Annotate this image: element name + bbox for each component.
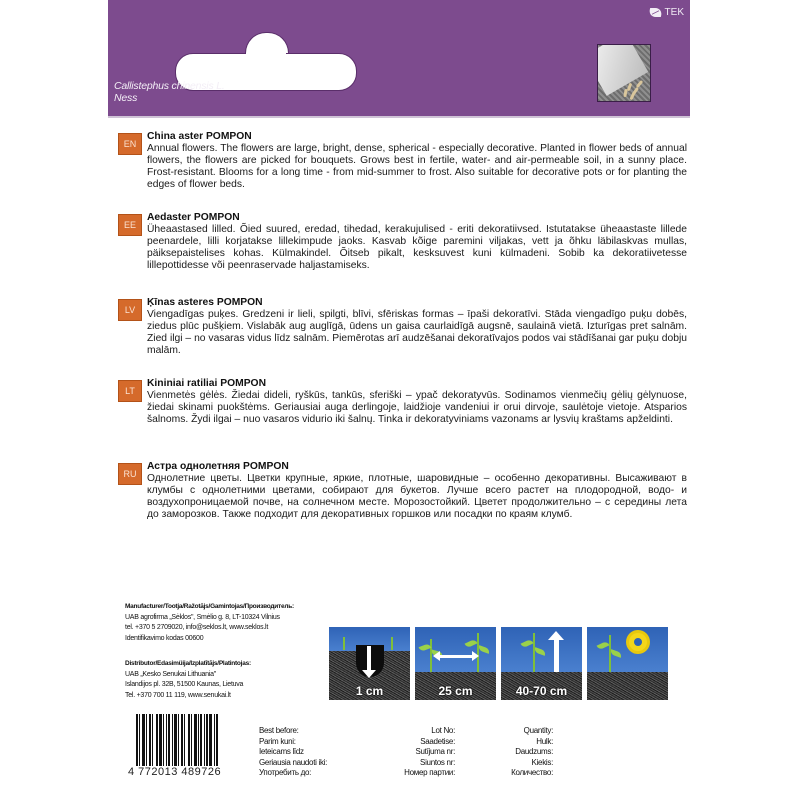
planting-icons xyxy=(329,627,668,700)
plant-spacing-icon: 25 cm xyxy=(415,627,496,700)
section-body: Однолетние цветы. Цветки крупные, яркие, плотные, шаровидные – особенно декоративны. Высаживают в клумбы с однолетними цветами, собирают для букетов. Лучше всего растет на плодородной, водо- и воздухопроницаемой почве, на солнечном месте. Морозостойкий. Цветет продолжительно – с середины лета до заморозков. Также подходит для декоративных горшков или посадки по краям клумб. xyxy=(147,473,687,520)
lang-badge-lv: LV xyxy=(118,299,142,321)
section-title: Ķīnas asteres POMPON xyxy=(147,297,263,308)
lang-badge-ee: EE xyxy=(118,214,142,236)
arrow-down-icon xyxy=(367,646,371,672)
arrow-horizontal-icon xyxy=(439,655,473,658)
section-title: Kininiai ratiliai POMPON xyxy=(147,378,267,389)
arrow-up-icon xyxy=(554,639,559,672)
lang-badge-lt: LT xyxy=(118,380,142,402)
plant-height-icon: 40-70 cm xyxy=(501,627,582,700)
barcode-number: 4 772013 489726 xyxy=(128,766,222,778)
leaf-icon xyxy=(647,8,662,17)
brand-logo xyxy=(649,7,684,18)
best-before-labels: Best before: Parim kuni: Ieteicams līdz Geriausia naudoti iki: Употребить до: xyxy=(259,726,328,777)
seed-packet-back xyxy=(108,0,690,800)
lot-number-labels: Lot No: Saadetise: Sutījuma nr: Siuntos nr: Номер партии: xyxy=(404,726,455,777)
section-body: Vienmetės gėlės. Žiedai dideli, ryškūs, tankūs, sferiški – ypač dekoratyvūs. Sodinamos vienmečių gėlių gėlynuose, žiedai skinami puokštėms. Geriausiai auga derlingoje, laidžioje vandeniui ir orui dirvoje, saulėtoje vietoje. Atsparios šalnoms. Žydi ilgai – nuo vasaros vidurio iki šalnų. Tinka ir dekoratyviniams vazonams ar lysvių kraštams apželdinti. xyxy=(147,390,687,425)
seed-packet-pouring-seeds-image xyxy=(597,44,651,102)
barcode xyxy=(128,714,228,778)
manufacturer-info: Manufacturer/Tootja/Ražotājs/Gamintojas/Производитель: UAB agrofirma „Sėklos", Smėlio g. 8, LT-10324 Vilnius tel. +370 5 2709020, info@seklos.lt, www.seklos.lt Identifikavimo kodas 00600 xyxy=(125,603,294,642)
header-divider xyxy=(108,116,690,118)
section-title: Aedaster POMPON xyxy=(147,212,240,223)
lang-badge-ru: RU xyxy=(118,463,142,485)
sun-icon xyxy=(629,633,647,651)
distributor-info: Distributor/Edasimüija/Izplatītājs/Platintojas: UAB „Kesko Senukai Lithuania" Islandijos pl. 32B, 51500 Kaunas, Lietuva Tel. +370 700 11 119, www.senukai.lt xyxy=(125,660,251,699)
section-body: Üheaastased lilled. Õied suured, eredad, tihedad, kerakujulised - eriti dekoratiivsed. Istutatakse üheaastaste lillede peenardele, lilli korjatakse lillekimpude jaoks. Kasvab kõige paremini viljakas, vett ja õhku läbilaskvas mullas, päiksepaistelises kohas. Külmakindel. Õitseb pikalt, kesksuvest kuni külmadeni. Sobib ka dekoratiivetesse lillepottidesse või peenraservade haljastamiseks. xyxy=(147,224,687,271)
section-title: Астра однолетняя POMPON xyxy=(147,461,289,472)
quantity-labels: Quantity: Hulk: Daudzums: Kiekis: Количество: xyxy=(511,726,553,777)
section-title: China aster POMPON xyxy=(147,131,252,142)
packet-header xyxy=(108,0,690,116)
lang-badge-en: EN xyxy=(118,133,142,155)
section-body: Annual flowers. The flowers are large, bright, dense, spherical - especially decorative. Planted in flower beds of annual flowers, the flowers are picked for bouquets. Grows best in fertile, water- and air-permeable soil, in a sunny place. Frost-resistant. Blooms for a long time - from mid-summer to frost. Also suitable for decorative pots or for planting the edges of flower beds. xyxy=(147,143,687,190)
brand-name: TEK xyxy=(664,7,684,18)
sunny-location-icon xyxy=(587,627,668,700)
section-body: Viengadīgas puķes. Gredzeni ir lieli, spilgti, blīvi, sfēriskas formas – īpaši dekoratīvi. Stāda viengadīgo puķu dobēs, ziedus plūc pušķiem. Vislabāk aug auglīgā, ūdens un gaisa caurlaidīgā augsnē, saulainā vietā. Izturīgas pret salnām. Zied ilgi – no vasaras vidus līdz salnām. Piemērotas arī audzēšanai dekoratīvajos podos vai stādīšanai gar puķu dobju malām. xyxy=(147,309,687,356)
sowing-depth-icon: 1 cm xyxy=(329,627,410,700)
latin-name: Callistephus chinensis L. Ness xyxy=(114,80,225,104)
